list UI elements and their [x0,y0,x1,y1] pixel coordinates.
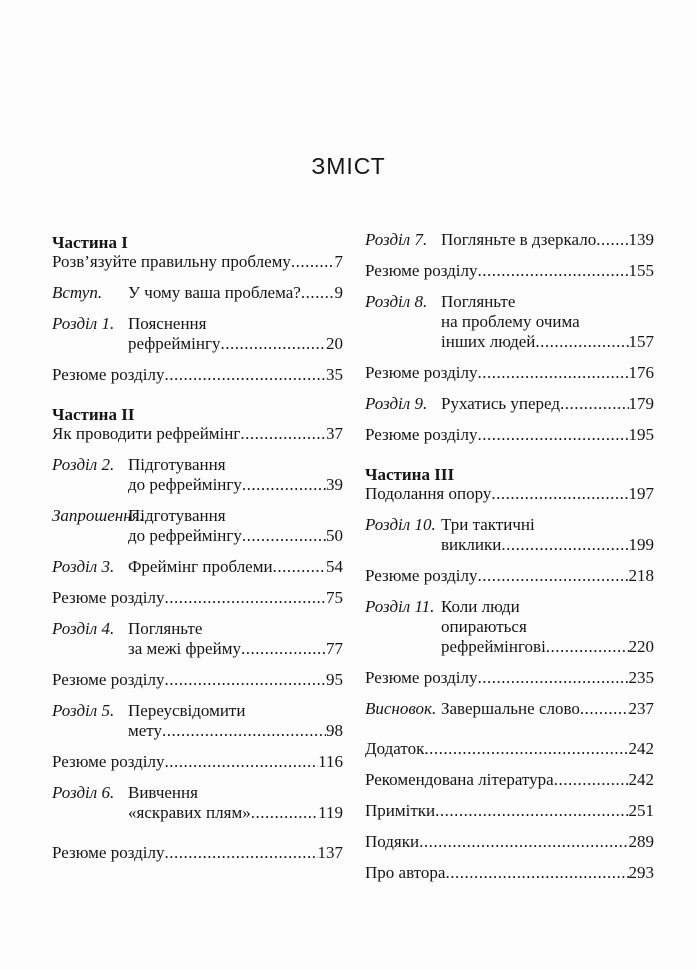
entry-label: Розділ 11. [365,597,435,616]
leader-dots [478,261,629,281]
page-number: 251 [628,801,654,820]
entry-text: Резюме розділу [52,365,165,384]
page-number: 50 [326,526,343,545]
entry-text: Подолання опору [365,484,492,503]
toc-line [52,424,343,444]
page-number: 289 [628,832,654,851]
leader-dots [546,637,629,657]
toc-line [52,843,343,863]
part-title: Частина III [365,465,455,484]
entry-text: Пояснення [128,314,207,333]
entry-text: Коли люди [441,597,520,616]
toc-line [365,832,654,852]
leader-dots [165,670,327,690]
toc-gap [365,730,654,739]
entry-text: опираються [441,617,527,636]
toc-line [365,566,654,586]
toc-entry[interactable] [52,365,343,385]
toc-line [52,455,343,475]
toc-part[interactable] [365,465,654,504]
entry-text: Резюме розділу [52,670,165,689]
leader-dots [165,752,319,772]
leader-dots [241,639,326,659]
toc-line [52,721,343,741]
leader-dots [273,557,326,577]
entry-label: Розділ 1. [52,314,115,333]
toc-line [365,312,654,332]
toc-line [52,752,343,772]
toc-line [52,783,343,803]
page-number: 220 [628,637,654,656]
leader-dots [291,252,335,272]
leader-dots [445,863,628,883]
toc-left-column [52,233,343,874]
leader-dots [424,739,628,759]
toc-entry[interactable] [365,770,654,790]
entry-label: Розділ 3. [52,557,115,576]
toc-entry[interactable] [365,425,654,445]
page-number: 242 [628,770,654,789]
toc-entry[interactable] [52,506,343,546]
page-number: 155 [628,261,654,280]
entry-text: Резюме розділу [52,588,165,607]
toc-entry[interactable] [365,832,654,852]
toc-line [365,617,654,637]
entry-text: Погляньте [128,619,203,638]
toc-line [365,515,654,535]
toc-line [52,803,343,823]
page-number: 98 [326,721,343,740]
toc-line [365,332,654,352]
toc-part[interactable] [52,405,343,444]
leader-dots [478,363,629,383]
toc-line [52,283,343,303]
page-number: 7 [334,252,343,271]
page-number: 195 [628,425,654,444]
toc-line [52,526,343,546]
entry-text: Подяки [365,832,420,851]
leader-dots [596,230,628,250]
entry-text: Погляньте [441,292,516,311]
toc-entry[interactable] [52,283,343,303]
toc-line [52,701,343,721]
toc-line [365,668,654,688]
entry-text: Рухатись уперед [441,394,561,413]
toc-line [365,637,654,657]
leader-dots [242,526,326,546]
leader-dots [162,721,326,741]
leader-dots [242,475,326,495]
entry-text: рефреймінгу [128,334,221,353]
entry-text: Примітки [365,801,436,820]
toc-line [52,639,343,659]
entry-text: рефреймінгові [441,637,546,656]
toc-right-column [365,230,654,894]
page-number: 179 [628,394,654,413]
toc-line [365,425,654,445]
toc-line [365,535,654,555]
toc-line [52,334,343,354]
entry-text: Додаток [365,739,425,758]
part-title: Частина I [52,233,128,252]
leader-dots [580,699,629,719]
toc-line [52,557,343,577]
toc-line [52,314,343,334]
page-number: 77 [326,639,343,658]
page-number: 39 [326,475,343,494]
entry-label: Запрошення. [52,506,144,525]
leader-dots [501,535,628,555]
page-number: 237 [628,699,654,718]
entry-text: Підготування [128,506,226,525]
entry-text: виклики [441,535,502,554]
toc-line [52,588,343,608]
toc-entry[interactable] [52,701,343,741]
part-title: Частина II [52,405,135,424]
toc-gap [365,456,654,465]
entry-label: Висновок. [365,699,437,718]
leader-dots [554,770,629,790]
page-number: 199 [628,535,654,554]
leader-dots [165,588,327,608]
leader-dots [535,332,628,352]
toc-line [52,475,343,495]
toc-line [365,801,654,821]
toc-line [365,292,654,312]
page-number: 37 [326,424,343,443]
entry-text: Резюме розділу [365,363,478,382]
page-number: 119 [318,803,343,822]
leader-dots [435,801,628,821]
page-number: 137 [317,843,343,862]
page-number: 75 [326,588,343,607]
leader-dots [251,803,318,823]
toc-entry[interactable] [365,699,654,719]
toc-line [365,394,654,414]
page-number: 197 [628,484,654,503]
entry-text: Підготування [128,455,226,474]
entry-text: Вивчення [128,783,198,802]
toc-entry[interactable] [52,783,343,823]
entry-label: Розділ 8. [365,292,428,311]
entry-label: Розділ 7. [365,230,428,249]
entry-text: Розв’язуйте правильну проблему [52,252,291,271]
entry-text: Про автора [365,863,446,882]
entry-label: Розділ 9. [365,394,428,413]
toc-entry[interactable] [52,314,343,354]
entry-text: У чому ваша проблема? [128,283,301,302]
entry-text: мету [128,721,163,740]
toc-line [365,863,654,883]
entry-text: Резюме розділу [365,566,478,585]
toc-line [365,363,654,383]
leader-dots [419,832,628,852]
toc-entry[interactable] [365,363,654,383]
toc-line [365,261,654,281]
entry-text: Три тактичні [441,515,535,534]
page-number: 54 [326,557,343,576]
page-number: 293 [628,863,654,882]
page-number: 176 [628,363,654,382]
entry-text: Резюме розділу [52,843,165,862]
toc-line [52,365,343,385]
leader-dots [478,425,629,445]
leader-dots [165,843,318,863]
page-number: 139 [628,230,654,249]
entry-label: Розділ 6. [52,783,115,802]
toc-line [365,597,654,617]
entry-text: на проблему очима [441,312,580,331]
toc-entry[interactable] [365,801,654,821]
leader-dots [240,424,326,444]
entry-text: Завершальне слово [441,699,580,718]
toc-entry[interactable] [52,455,343,495]
toc-line [365,699,654,719]
toc-gap [52,834,343,843]
entry-label: Розділ 10. [365,515,436,534]
toc-entry[interactable] [365,863,654,883]
entry-text: до рефреймінгу [128,526,242,545]
entry-text: Погляньте в дзеркало [441,230,597,249]
entry-text: до рефреймінгу [128,475,242,494]
entry-label: Вступ. [52,283,103,302]
toc-entry[interactable] [52,619,343,659]
toc-line [52,506,343,526]
page-number: 235 [628,668,654,687]
page-number: 20 [326,334,343,353]
toc-entry[interactable] [365,668,654,688]
leader-dots [478,668,629,688]
toc-line [365,230,654,250]
leader-dots [560,394,628,414]
page-number: 35 [326,365,343,384]
toc-line [365,484,654,504]
toc-entry[interactable] [365,739,654,759]
entry-label: Розділ 5. [52,701,115,720]
toc-line [365,770,654,790]
toc-line [52,252,343,272]
entry-text: Резюме розділу [365,261,478,280]
entry-text: Резюме розділу [52,752,165,771]
entry-text: Рекомендована література [365,770,554,789]
entry-text: Переусвідомити [128,701,246,720]
page-number: 242 [628,739,654,758]
entry-text: інших людей [441,332,536,351]
entry-text: Як проводити рефреймінг [52,424,241,443]
toc-entry[interactable] [365,597,654,657]
toc-entry[interactable] [365,292,654,352]
leader-dots [165,365,327,385]
toc-entry[interactable] [52,557,343,577]
leader-dots [478,566,629,586]
toc-entry[interactable] [365,261,654,281]
entry-text: «яскравих плям» [128,803,251,822]
toc-gap [52,396,343,405]
toc-line [365,739,654,759]
toc-entry[interactable] [52,670,343,690]
leader-dots [301,283,335,303]
leader-dots [491,484,628,504]
entry-text: Фреймінг проблеми [128,557,273,576]
toc-entry[interactable] [365,394,654,414]
page-number: 116 [318,752,343,771]
entry-label: Розділ 4. [52,619,115,638]
page-number: 157 [628,332,654,351]
toc-entry[interactable] [365,515,654,555]
entry-text: Резюме розділу [365,425,478,444]
leader-dots [220,334,326,354]
toc-entry[interactable] [365,230,654,250]
entry-text: Резюме розділу [365,668,478,687]
entry-text: за межі фрейму [128,639,241,658]
page-title: ЗМІСТ [311,153,386,179]
toc-entry[interactable] [365,566,654,586]
page-number: 95 [326,670,343,689]
entry-label: Розділ 2. [52,455,115,474]
page-number: 9 [334,283,343,302]
toc-line [52,670,343,690]
toc-line [52,619,343,639]
toc-part[interactable] [52,233,343,272]
toc-entry[interactable] [52,752,343,772]
toc-entry[interactable] [52,588,343,608]
toc-entry[interactable] [52,843,343,863]
page-number: 218 [628,566,654,585]
